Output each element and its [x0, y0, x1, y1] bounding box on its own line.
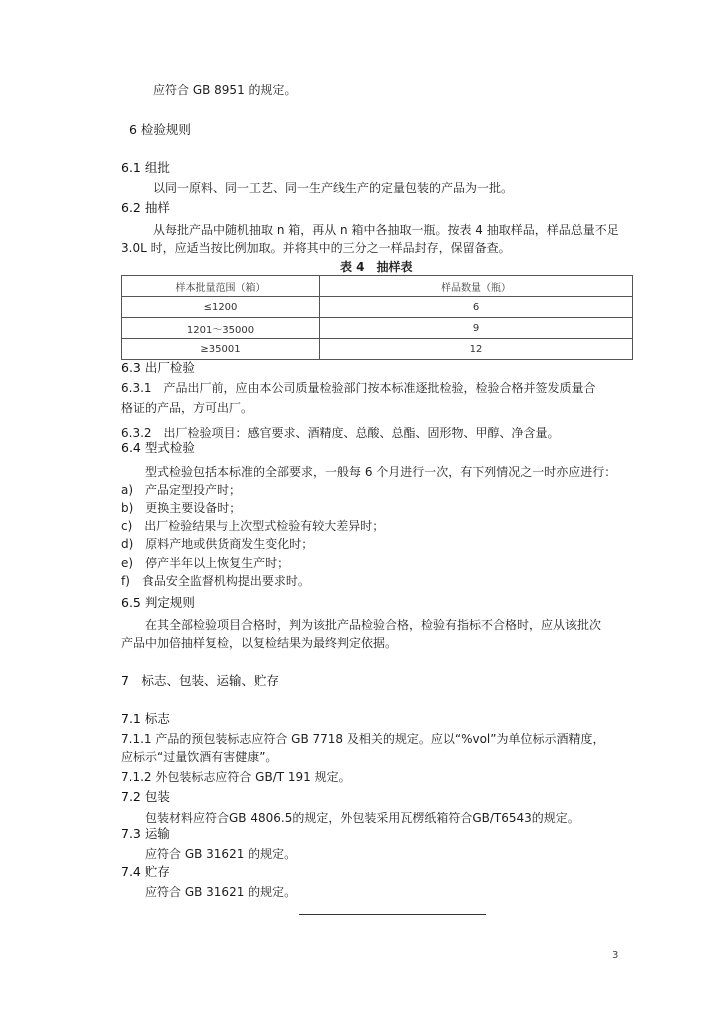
paragraph: 3.0L 时，应适当按比例加取。并将其中的三分之一样品封存，保留备查。	[121, 241, 511, 255]
table-cell: 6	[320, 297, 633, 318]
table-cell: 12	[320, 339, 633, 360]
list-item: e) 停产半年以上恢复生产时；	[121, 556, 290, 570]
table-cell: 9	[320, 318, 633, 339]
paragraph: 应符合 GB 31621 的规定。	[145, 847, 297, 861]
table-row	[122, 297, 633, 318]
subsection-heading-6-2: 6.2 抽样	[121, 200, 170, 215]
table-row	[122, 339, 633, 360]
subsection-heading-6-5: 6.5 判定规则	[121, 595, 195, 610]
table-row	[122, 318, 633, 339]
paragraph: 应符合 GB 31621 的规定。	[145, 885, 297, 899]
table-header-cell: 样本批量范围（箱）	[122, 276, 320, 297]
table-cell: 1201～35000	[122, 318, 320, 339]
paragraph: 6.3.2 出厂检验项目：感官要求、酒精度、总酸、总酯、固形物、甲醇、净含量。	[121, 426, 560, 440]
subsection-heading-6-4: 6.4 型式检验	[121, 440, 195, 455]
paragraph: 格证的产品，方可出厂。	[121, 401, 254, 415]
paragraph: 以同一原料、同一工艺、同一生产线生产的定量包装的产品为一批。	[153, 181, 514, 195]
table-cell: ≥35001	[122, 339, 320, 360]
table-header-row	[122, 276, 633, 297]
paragraph: 在其全部检验项目合格时，判为该批产品检验合格，检验有指标不合格时，应从该批次	[145, 618, 602, 632]
list-item: b) 更换主要设备时；	[121, 501, 242, 515]
subsection-heading-7-4: 7.4 贮存	[121, 864, 170, 879]
end-rule	[299, 914, 486, 915]
paragraph: 应标示“过量饮酒有害健康”。	[121, 750, 278, 764]
section-heading-6: 6 检验规则	[129, 122, 191, 137]
subsection-heading-6-3: 6.3 出厂检验	[121, 360, 195, 375]
paragraph: 产品中加倍抽样复检，以复检结果为最终判定依据。	[121, 636, 398, 650]
paragraph: 从每批产品中随机抽取 n 箱，再从 n 箱中各抽取一瓶。按表 4 抽取样品，样品总量不足	[153, 223, 619, 237]
paragraph: 型式检验包括本标准的全部要求，一般每 6 个月进行一次，有下列情况之一时亦应进行：	[145, 465, 617, 479]
paragraph: 6.3.1 产品出厂前，应由本公司质量检验部门按本标准逐批检验，检验合格并签发质量合	[121, 381, 596, 395]
table-cell: ≤1200	[122, 297, 320, 318]
list-item: f) 食品安全监督机构提出要求时。	[121, 574, 310, 588]
table-title: 表 4 抽样表	[340, 260, 413, 274]
paragraph: 7.1.2 外包装标志应符合 GB/T 191 规定。	[121, 770, 351, 784]
table-header-cell: 样品数量（瓶）	[320, 276, 633, 297]
paragraph: 包装材料应符合GB 4806.5的规定，外包装采用瓦楞纸箱符合GB/T6543的规定。	[145, 811, 580, 825]
subsection-heading-7-3: 7.3 运输	[121, 826, 170, 841]
page-number: 3	[612, 950, 619, 961]
sampling-table	[121, 275, 633, 360]
subsection-heading-7-1: 7.1 标志	[121, 711, 170, 726]
list-item: a) 产品定型投产时；	[121, 483, 242, 497]
subsection-heading-6-1: 6.1 组批	[121, 160, 170, 175]
paragraph: 7.1.1 产品的预包装标志应符合 GB 7718 及相关的规定。应以“%vol”为单位标示酒精度，	[121, 732, 605, 746]
list-item: d) 原料产地或供货商发生变化时；	[121, 537, 314, 551]
paragraph: 应符合 GB 8951 的规定。	[153, 83, 297, 97]
subsection-heading-7-2: 7.2 包装	[121, 789, 170, 804]
list-item: c) 出厂检验结果与上次型式检验有较大差异时；	[121, 519, 385, 533]
section-heading-7: 7 标志、包装、运输、贮存	[121, 673, 279, 688]
